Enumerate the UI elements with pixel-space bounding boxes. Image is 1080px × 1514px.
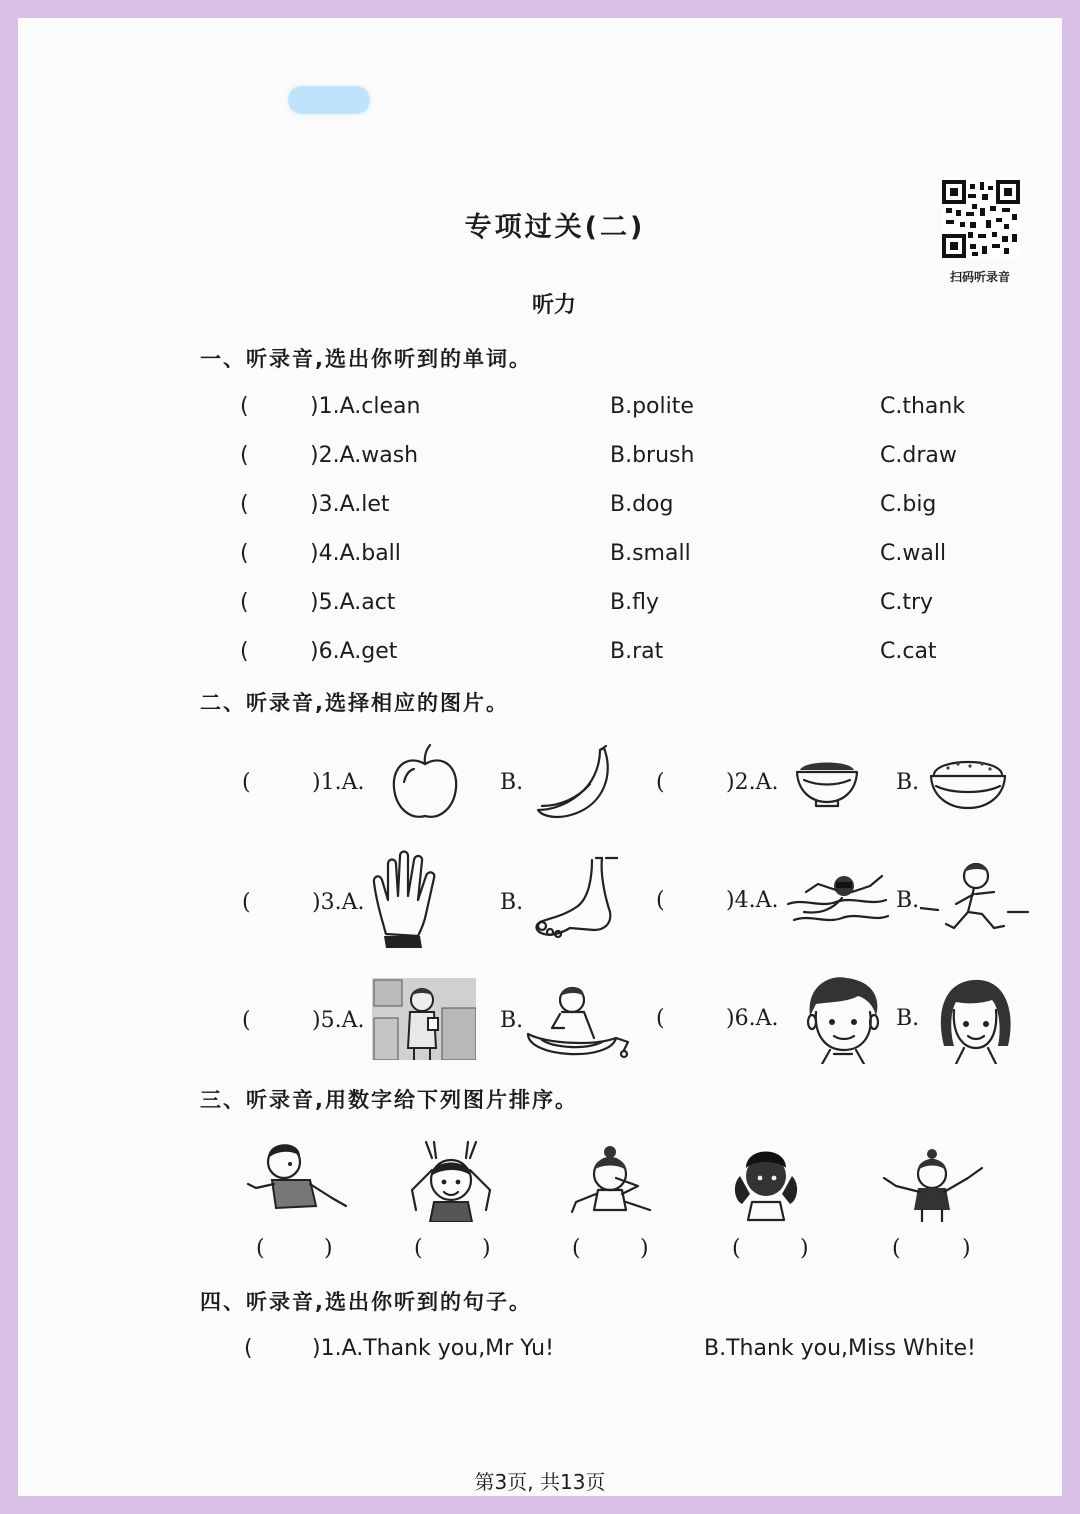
boy-washing-face-icon[interactable] [524, 978, 632, 1064]
page-title: 专项过关(二) [464, 212, 646, 243]
answer-paren-open[interactable]: ( [242, 890, 251, 915]
picture-question-6-label: )6.A. [726, 1006, 779, 1031]
order-blank-1-close: ) [324, 1236, 333, 1261]
running-boy-icon[interactable] [920, 858, 1030, 944]
answer-paren-open[interactable]: ( [240, 541, 249, 566]
question-1-option-b: B.polite [610, 394, 694, 419]
order-blank-3-open[interactable]: ( [572, 1236, 581, 1261]
answer-paren-open[interactable]: ( [242, 1008, 251, 1033]
picture-question-3-label: )3.A. [312, 890, 365, 915]
question-4-option-b: B.small [610, 541, 691, 566]
boy-face-icon[interactable] [804, 976, 882, 1064]
order-blank-5-close: ) [962, 1236, 971, 1261]
cloud-decoration [288, 86, 370, 114]
order-blank-4-open[interactable]: ( [732, 1236, 741, 1261]
qr-code-label: 扫码听录音 [949, 270, 1010, 284]
picture-question-5-option-b: B. [500, 1008, 524, 1033]
question-2-option-b: B.brush [610, 443, 695, 468]
question-3-option-a: )3.A.let [310, 492, 390, 517]
hand-icon[interactable] [370, 850, 440, 950]
picture-question-1-option-b: B. [500, 770, 524, 795]
answer-paren-open[interactable]: ( [240, 443, 249, 468]
banana-icon[interactable] [534, 744, 616, 822]
question-6-option-a: )6.A.get [310, 639, 398, 664]
question-5-option-b: B.fly [610, 590, 659, 615]
answer-paren-open[interactable]: ( [656, 1006, 665, 1031]
noodle-bowl-icon[interactable] [794, 752, 860, 808]
picture-question-1-label: )1.A. [312, 770, 365, 795]
question-4-option-c: C.wall [880, 541, 947, 566]
section1-heading: 一、听录音,选出你听到的单词。 [200, 347, 532, 371]
question-5-option-a: )5.A.act [310, 590, 396, 615]
answer-paren-open[interactable]: ( [242, 770, 251, 795]
foot-icon[interactable] [530, 856, 618, 942]
question-3-option-c: C.big [880, 492, 937, 517]
order-blank-1-open[interactable]: ( [256, 1236, 265, 1261]
order-blank-3-close: ) [640, 1236, 649, 1261]
question-6-option-b: B.rat [610, 639, 664, 664]
question-3-option-b: B.dog [610, 492, 674, 517]
picture-question-2-option-b: B. [896, 770, 920, 795]
order-blank-2-open[interactable]: ( [414, 1236, 423, 1261]
qr-code-icon [942, 180, 1020, 258]
boy-covering-ears-icon[interactable] [726, 1142, 806, 1222]
answer-paren-open[interactable]: ( [240, 590, 249, 615]
answer-paren-open[interactable]: ( [244, 1336, 253, 1361]
section3-heading: 三、听录音,用数字给下列图片排序。 [200, 1088, 578, 1112]
boy-drinking-icon[interactable] [372, 978, 476, 1060]
question-2-option-c: C.draw [880, 443, 957, 468]
answer-paren-open[interactable]: ( [656, 770, 665, 795]
boy-hands-on-head-icon[interactable] [404, 1140, 498, 1222]
order-blank-4-close: ) [800, 1236, 809, 1261]
rice-bowl-icon[interactable] [928, 752, 1008, 814]
answer-paren-open[interactable]: ( [656, 888, 665, 913]
girl-touching-nose-icon[interactable] [564, 1146, 658, 1222]
picture-question-3-option-b: B. [500, 890, 524, 915]
girl-arms-open-icon[interactable] [882, 1148, 986, 1222]
picture-question-2-label: )2.A. [726, 770, 779, 795]
order-blank-2-close: ) [482, 1236, 491, 1261]
question-2-option-a: )2.A.wash [310, 443, 419, 468]
answer-paren-open[interactable]: ( [240, 492, 249, 517]
section2-heading: 二、听录音,选择相应的图片。 [200, 691, 509, 715]
question-1-option-a: )1.A.clean [310, 394, 421, 419]
apple-icon[interactable] [388, 742, 462, 822]
answer-paren-open[interactable]: ( [240, 639, 249, 664]
question-4-option-a: )4.A.ball [310, 541, 401, 566]
page-number: 第3页, 共13页 [474, 1470, 606, 1494]
sentence-question-1-option-a: )1.A.Thank you,Mr Yu! [312, 1336, 554, 1361]
order-blank-5-open[interactable]: ( [892, 1236, 901, 1261]
question-6-option-c: C.cat [880, 639, 937, 664]
question-5-option-c: C.try [880, 590, 934, 615]
section-subtitle: 听力 [531, 293, 576, 318]
section4-heading: 四、听录音,选出你听到的句子。 [200, 1290, 532, 1314]
answer-paren-open[interactable]: ( [240, 394, 249, 419]
picture-question-4-option-b: B. [896, 888, 920, 913]
picture-question-4-label: )4.A. [726, 888, 779, 913]
picture-question-6-option-b: B. [896, 1006, 920, 1031]
picture-question-5-label: )5.A. [312, 1008, 365, 1033]
sentence-question-1-option-b: B.Thank you,Miss White! [704, 1336, 976, 1361]
question-1-option-c: C.thank [880, 394, 966, 419]
girl-face-icon[interactable] [936, 976, 1014, 1064]
swimming-boy-icon[interactable] [784, 864, 890, 936]
boy-pointing-icon[interactable] [246, 1136, 350, 1220]
